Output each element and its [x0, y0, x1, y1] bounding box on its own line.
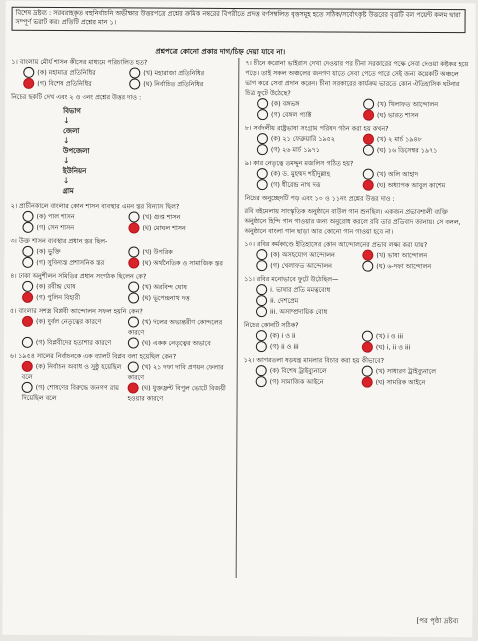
answer-bubble[interactable]: [257, 133, 268, 144]
question-text: ৯। কার নেতৃত্বে তমদ্দুন মজলিস গঠিত হয়?: [244, 159, 354, 168]
option-label: (ঘ): [142, 293, 154, 303]
answer-option[interactable]: [257, 98, 363, 110]
option-text: একক নেতৃত্বের অভাবে: [152, 339, 211, 348]
answer-bubble[interactable]: [256, 330, 267, 341]
option-label: (গ): [270, 180, 282, 189]
answer-bubble[interactable]: [362, 366, 373, 377]
answer-option[interactable]: [257, 168, 363, 180]
option-label: (খ): [142, 212, 154, 222]
option-label: (খ): [376, 251, 388, 260]
option-label: (ক): [270, 250, 282, 259]
answer-option[interactable]: [128, 257, 234, 269]
option-text: ২১ দফা দাবি প্রণয়ন ফেলার কারণে: [127, 363, 224, 382]
option-text: সামরিক আইনে: [386, 378, 426, 387]
question-block: [245, 193, 469, 204]
option-label: (ঘ): [141, 338, 153, 348]
option-label: (গ): [270, 145, 283, 154]
answer-bubble[interactable]: [129, 211, 140, 222]
option-label: (খ): [143, 68, 155, 78]
option-label: (ক): [269, 331, 282, 340]
question-block: [11, 57, 235, 90]
answer-option[interactable]: [362, 342, 468, 354]
option-label: (গ): [269, 377, 281, 386]
answer-option[interactable]: [22, 316, 128, 338]
option-label: (গ): [37, 79, 49, 88]
option-label: (খ): [376, 135, 389, 144]
option-text: ভাষার প্রতি মমত্ববোধ: [275, 285, 331, 294]
option-label: (ঘ): [143, 79, 155, 89]
question-text: ৫। বাংলার সশস্ত্র বিপ্লবী আন্দোলন সফল হয়নি কেন?: [10, 306, 143, 316]
question-text: ২। প্রাচীনকালে বাংলার কোন শাসন ব্যবস্থার এমন স্তর বিন্যাস ছিল?: [10, 201, 180, 211]
answer-bubble[interactable]: [22, 257, 33, 268]
exam-banner: প্রশ্নপত্রে কোনো প্রকার দাগ/চিহ্ন দেয়া যাবে না।: [155, 47, 286, 57]
answer-option[interactable]: [128, 222, 234, 234]
answer-option[interactable]: [363, 145, 469, 157]
answer-bubble[interactable]: [22, 281, 33, 292]
option-label: (ক): [35, 317, 48, 326]
options-grid: [10, 316, 234, 349]
answer-option[interactable]: [362, 250, 468, 262]
answer-option[interactable]: [362, 377, 468, 389]
answer-bubble[interactable]: [256, 376, 267, 387]
answer-bubble[interactable]: [23, 78, 34, 89]
answer-option[interactable]: [256, 365, 362, 377]
answer-option[interactable]: [129, 78, 235, 90]
option-text: রবীন্দ্র ঘোষ: [47, 282, 76, 291]
answer-bubble[interactable]: [23, 211, 34, 222]
answer-bubble[interactable]: [128, 292, 139, 303]
answer-option[interactable]: [22, 246, 128, 258]
option-text: ভুক্তি: [47, 247, 61, 256]
answer-option[interactable]: [22, 281, 128, 293]
answer-option[interactable]: [128, 246, 234, 258]
options-grid: [244, 330, 468, 353]
down-arrow-icon: ↓: [63, 116, 70, 126]
option-text: ২১ ফেব্রুয়ারি ১৯৫২: [282, 134, 335, 143]
answer-bubble[interactable]: [22, 361, 33, 372]
option-text: অধ্যাপক আবুল কাশেম: [387, 181, 446, 190]
exam-page: [2, 1, 475, 637]
answer-bubble[interactable]: [363, 169, 374, 180]
option-label: (গ): [36, 223, 48, 232]
option-text: ড. মুহম্মদ শহীদুল্লাহ: [282, 169, 331, 178]
answer-option[interactable]: [22, 292, 128, 304]
answer-bubble[interactable]: [257, 98, 268, 109]
answer-option[interactable]: [22, 382, 128, 404]
flow-node: বিভাগ: [63, 107, 81, 116]
answer-option[interactable]: [256, 341, 362, 353]
option-text: অরবিন্দ ঘোষ: [153, 283, 187, 292]
option-label: (ঘ): [142, 258, 154, 268]
answer-option[interactable]: [129, 67, 235, 79]
options-grid: [244, 249, 468, 272]
option-label: (ক): [36, 247, 48, 256]
option-text: বিশেষ প্রতিনিধির: [48, 79, 92, 88]
option-text: বঙ্গভঙ্গ: [282, 99, 300, 108]
option-text: গুপ্ত শাসন: [153, 213, 181, 222]
option-label: (গ): [271, 110, 283, 119]
answer-bubble[interactable]: [257, 168, 268, 179]
question-text: ১। বাংলায় মৌর্য শাসন কীসের মাধ্যমে পরিচালিত হত?: [11, 57, 148, 67]
option-label: (ঘ): [376, 262, 388, 271]
answer-option[interactable]: [363, 99, 469, 111]
option-text: অর্থনৈতিক ও সামাজিক স্তর: [153, 259, 223, 268]
option-label: (ক): [271, 99, 283, 108]
answer-option[interactable]: [256, 260, 362, 272]
answer-option[interactable]: [256, 376, 362, 388]
answer-bubble[interactable]: [256, 341, 267, 352]
question-block: [10, 236, 234, 269]
option-text: অসহযোগ আন্দোলন: [281, 250, 335, 260]
option-label: (খ): [375, 367, 387, 376]
option-text: মহামাত্র প্রতিনিধির: [48, 68, 96, 77]
answer-bubble[interactable]: [22, 382, 33, 393]
options-grid: [10, 281, 234, 304]
option-text: বেঙ্গল প্যাক্ট: [282, 110, 312, 119]
left-column: [10, 57, 236, 407]
answer-bubble[interactable]: [128, 222, 139, 233]
option-label: (খ): [376, 170, 388, 179]
question-text: রবি বইমেলায় সাংস্কৃতিক অনুষ্ঠানে বাউল গান শুনছিল। একজন প্রভাবশালী ব্যক্তি অনুষ্ঠানে হিন্দি গান গাওয়ার জন্য অনুরোধ করলে রবি তার প্রতিবাদ জানায়। সে বলল, অনুষ্ঠানে বাংলা গান ছাড়া আর কোনো গান গাওয়া হবে না।: [244, 207, 461, 236]
option-text: নির্বাচিত প্রতিনিধির: [154, 80, 204, 89]
question-block: [10, 306, 234, 349]
options-grid: [245, 133, 469, 156]
answer-option[interactable]: [256, 306, 468, 318]
answer-option[interactable]: [257, 133, 363, 145]
option-text: ভূপেন্দ্রনাথ দত্ত: [153, 294, 190, 303]
option-label: (ঘ): [376, 181, 388, 190]
question-block: [245, 58, 469, 121]
option-text: ২ মার্চ ১৯৪৮: [388, 135, 422, 144]
answer-option[interactable]: [256, 249, 362, 261]
answer-bubble[interactable]: [363, 99, 374, 110]
flow-node: ইউনিয়ন: [62, 167, 87, 176]
option-label: (ঘ): [142, 223, 154, 233]
answer-option[interactable]: [362, 331, 468, 343]
answer-bubble[interactable]: [22, 292, 33, 303]
question-text: নিচের অনুচ্ছেদটি পড় এবং ১০ ও ১১নং প্রশ্নের উত্তর দাও :: [244, 194, 395, 203]
down-arrow-icon: ↓: [62, 136, 70, 146]
option-label: (খ): [142, 247, 154, 257]
option-label: (ক): [35, 362, 48, 371]
question-block: [244, 355, 468, 388]
answer-bubble[interactable]: [129, 67, 140, 78]
down-arrow-icon: ↓: [62, 176, 70, 186]
option-text: দুর্বল নেতৃত্বের কারণে: [47, 317, 102, 326]
answer-option[interactable]: [22, 337, 128, 349]
option-label: (ঘ): [376, 146, 388, 155]
question-block: [245, 123, 469, 156]
answer-option[interactable]: [128, 337, 234, 349]
option-label: iii.: [270, 307, 280, 316]
option-label: (ক): [37, 68, 49, 77]
option-text: নির্বাচন অবাধ ও সুষ্ঠু হয়েছিল বলে: [21, 362, 122, 381]
answer-option[interactable]: [257, 144, 363, 156]
option-text: সাধারণ ট্রাইব্যুনালে: [386, 367, 437, 376]
answer-bubble[interactable]: [22, 337, 33, 348]
options-grid: [11, 67, 235, 90]
option-label: (খ): [375, 332, 388, 341]
answer-bubble[interactable]: [128, 316, 139, 327]
option-label: (ঘ): [141, 383, 153, 393]
question-text: নিচের কোনটি সঠিক?: [243, 321, 299, 330]
option-label: (ক): [269, 366, 282, 375]
option-label: (খ): [377, 100, 389, 109]
question-text: ৪। ঢাকা অনুশীলন সমিতির প্রধান সংগঠক ছিলেন কে?: [10, 271, 147, 281]
option-label: (গ): [35, 383, 47, 392]
option-text: ১৬ ডিসেম্বর ১৯৭১: [387, 146, 438, 155]
options-grid: [244, 284, 468, 318]
answer-option[interactable]: [128, 316, 234, 338]
option-label: (ক): [270, 134, 283, 143]
options-grid: [10, 246, 234, 269]
option-text: অলি আহাদ: [387, 170, 419, 179]
option-text: খেলাফত আন্দোলন: [281, 261, 333, 270]
question-block: [10, 271, 234, 304]
hierarchy-flowchart: [11, 105, 235, 198]
option-text: উপরিক: [153, 248, 173, 257]
question-block: [245, 158, 469, 191]
answer-bubble[interactable]: [363, 145, 374, 156]
option-text: পাল শাসন: [48, 212, 75, 221]
answer-bubble[interactable]: [362, 250, 373, 261]
question-text: ১২। আগরতলা ষড়যন্ত্র মামলার বিচার করা হয় কীভাবে?: [243, 356, 385, 365]
answer-option[interactable]: [128, 382, 234, 404]
answer-bubble[interactable]: [363, 134, 374, 145]
question-block: [244, 239, 468, 272]
option-label: (খ): [141, 362, 153, 372]
down-arrow-icon: ↓: [62, 156, 70, 166]
answer-option[interactable]: [128, 292, 234, 304]
answer-bubble[interactable]: [362, 331, 373, 342]
answer-option[interactable]: [363, 169, 469, 181]
option-text: যুক্তফ্রন্ট বিপুল ভোটে বিজয়ী হওয়ার কারণে: [127, 384, 226, 403]
answer-bubble[interactable]: [128, 257, 139, 268]
answer-option[interactable]: [363, 134, 469, 146]
column-divider: [236, 58, 240, 578]
option-text: ২৬ মার্চ ১৯৭১: [282, 145, 320, 154]
right-column: [244, 58, 470, 391]
question-block: [11, 92, 235, 103]
answer-option[interactable]: [256, 330, 362, 342]
answer-option[interactable]: [129, 211, 235, 223]
option-label: (খ): [142, 282, 154, 292]
answer-bubble[interactable]: [256, 295, 267, 306]
answer-bubble[interactable]: [257, 109, 268, 120]
option-label: (ঘ): [375, 343, 387, 352]
flow-node: উপজেলা: [62, 147, 90, 156]
question-text: ৩। উক্ত শাসন ব্যবস্থার প্রধান স্তর ছিল-: [10, 236, 108, 246]
answer-bubble[interactable]: [128, 361, 139, 372]
option-text: i ও ii: [281, 331, 296, 340]
options-grid: [245, 168, 469, 191]
answer-bubble[interactable]: [362, 261, 373, 272]
question-text: নিচের ছকটি দেখ এবং ২ ও ৩নং প্রশ্নের উত্তর দাও :: [11, 92, 142, 102]
option-text: পুলিন বিহারী: [47, 293, 81, 302]
question-text: ৭। চীনে করোনা ভাইরাস দেখা দেওয়ার পর চীনা সরকারের পক্ষে সেবা দেওয়া কষ্টকর হয়ে পড়ে। তাই সকল অঞ্চলের জনগণ যাতে সেবা পেতে পারে সেই জন্য কয়েকটি অঞ্চলে ভাগ করে সেবা প্রদান করেন। চীনা সরকারের কার্যক্রম ভারতে কোন ঐতিহাসিক ঘটনার চিত্র ফুটে উঠেছে?: [245, 59, 469, 98]
option-label: (গ): [270, 261, 282, 270]
option-text: অসাম্প্রদায়িক বোধ: [279, 307, 328, 316]
option-text: i, ii ও iii: [386, 343, 411, 352]
answer-bubble[interactable]: [256, 365, 267, 376]
answer-bubble[interactable]: [256, 249, 267, 260]
option-text: ii ও iii: [281, 342, 299, 351]
option-text: বিপ্লবীদের হতাশার কারণে: [47, 338, 112, 347]
answer-option[interactable]: [23, 211, 129, 223]
answer-bubble[interactable]: [128, 337, 139, 348]
answer-bubble[interactable]: [362, 342, 373, 353]
answer-bubble[interactable]: [256, 260, 267, 271]
options-grid: [245, 98, 469, 121]
option-text: দেশপ্রেম: [277, 296, 299, 305]
option-label: (ক): [36, 282, 48, 291]
option-label: i.: [270, 285, 277, 294]
option-text: খিলাফত আন্দোলন: [388, 100, 439, 109]
answer-bubble[interactable]: [256, 306, 267, 317]
answer-option[interactable]: [22, 361, 128, 383]
answer-option[interactable]: [22, 257, 128, 269]
option-text: সামাজিক আইনে: [280, 377, 324, 386]
answer-bubble[interactable]: [22, 246, 33, 257]
answer-option[interactable]: [362, 366, 468, 378]
option-text: মহারাজা প্রতিনিধির: [154, 69, 205, 78]
answer-option[interactable]: [257, 109, 363, 121]
question-block: [10, 201, 234, 234]
answer-option[interactable]: [362, 261, 468, 273]
option-label: (ক): [36, 212, 49, 221]
answer-bubble[interactable]: [257, 144, 268, 155]
answer-bubble[interactable]: [257, 179, 268, 190]
answer-bubble[interactable]: [128, 246, 139, 257]
question-block: [244, 206, 468, 237]
answer-option[interactable]: [22, 222, 128, 234]
option-text: ৬-দফা আন্দোলন: [387, 262, 432, 271]
answer-option[interactable]: [128, 361, 234, 383]
option-label: ii.: [270, 296, 278, 305]
answer-option[interactable]: [363, 180, 469, 192]
question-block: [244, 320, 468, 353]
option-label: (গ): [36, 258, 48, 267]
answer-bubble[interactable]: [129, 78, 140, 89]
question-block: [244, 274, 468, 318]
answer-option[interactable]: [128, 281, 234, 293]
answer-option[interactable]: [23, 78, 129, 90]
question-block: [10, 351, 234, 404]
option-text: বিশেষ ট্রাইব্যুনালে: [281, 366, 327, 375]
answer-bubble[interactable]: [23, 67, 34, 78]
flow-node: জেলা: [62, 127, 80, 136]
options-grid: [244, 365, 468, 388]
question-text: ৬। ১৯৫৪ সালের নির্বাচনকে এক ব্যালট বিপ্লব বলা হয়েছিল কেন?: [9, 351, 177, 361]
answer-bubble[interactable]: [22, 222, 33, 233]
options-grid: [10, 361, 234, 404]
answer-bubble[interactable]: [128, 382, 139, 393]
flow-node: গ্রাম: [62, 187, 74, 196]
answer-option[interactable]: [363, 110, 469, 122]
option-text: দলের অভ্যন্তরীণ কোন্দলের কারণে: [127, 318, 223, 337]
option-label: (ক): [270, 169, 283, 178]
answer-bubble[interactable]: [362, 377, 373, 388]
option-text: ধীরেন্দ্র নাথ দত্ত: [281, 180, 321, 189]
option-text: সেন শাসন: [47, 223, 75, 232]
option-text: ভাষা আন্দোলন: [387, 251, 428, 260]
answer-bubble[interactable]: [22, 316, 33, 327]
option-text: i ও iii: [387, 332, 404, 341]
option-text: মোঘল শাসন: [153, 224, 186, 233]
option-text: শোষণের বিরুদ্ধে জনগণ রায় দিয়েছিল বলে: [21, 383, 119, 403]
answer-bubble[interactable]: [128, 281, 139, 292]
answer-bubble[interactable]: [256, 284, 267, 295]
answer-bubble[interactable]: [363, 180, 374, 191]
option-label: (গ): [35, 338, 48, 347]
answer-option[interactable]: [257, 179, 363, 191]
question-text: ১০। রবির কর্মকাণ্ডে ইতিহাসের কোন আন্দোলনের প্রভাব লক্ষ্য করা যায়?: [244, 240, 428, 249]
answer-bubble[interactable]: [363, 110, 374, 121]
instruction-notice: বিশেষ দ্রষ্টব্য : সরবরাহকৃত বহুনির্বাচনি অভীক্ষার উত্তরপত্রে প্রশ্নের ক্রমিক নম্বরের বিপরীতে প্রদত্ত বর্ণসম্বলিত বৃত্তসমূহ হতে সঠিক/সর্বোৎকৃষ্ট উত্তরের বৃত্তটি বল পয়েন্ট কলম দ্বারা সম্পূর্ণ ভরাট কর। প্রতিটি প্রশ্নের মান ১।: [15, 8, 461, 27]
answer-option[interactable]: [23, 67, 129, 79]
next-page-note: [পর পৃষ্ঠা দ্রষ্টব্য: [416, 616, 459, 626]
question-text: ৮। সর্বদলীয় রাষ্ট্রভাষা সংগ্রাম পরিষদ গঠন করা হয় কখন?: [244, 124, 389, 133]
option-label: (গ): [269, 342, 282, 351]
question-text: ১১। রবির মনোভাবে ফুটে উঠেছিল—: [244, 275, 339, 284]
option-label: (ঘ): [375, 378, 387, 387]
option-label: (গ): [36, 293, 48, 302]
options-grid: [10, 211, 234, 234]
option-text: ভারত শাসন: [388, 111, 419, 120]
option-label: (খ): [141, 317, 154, 327]
option-label: (ঘ): [377, 111, 389, 120]
option-text: সুবিন্যস্ত প্রশাসনিক স্তর: [47, 258, 105, 267]
